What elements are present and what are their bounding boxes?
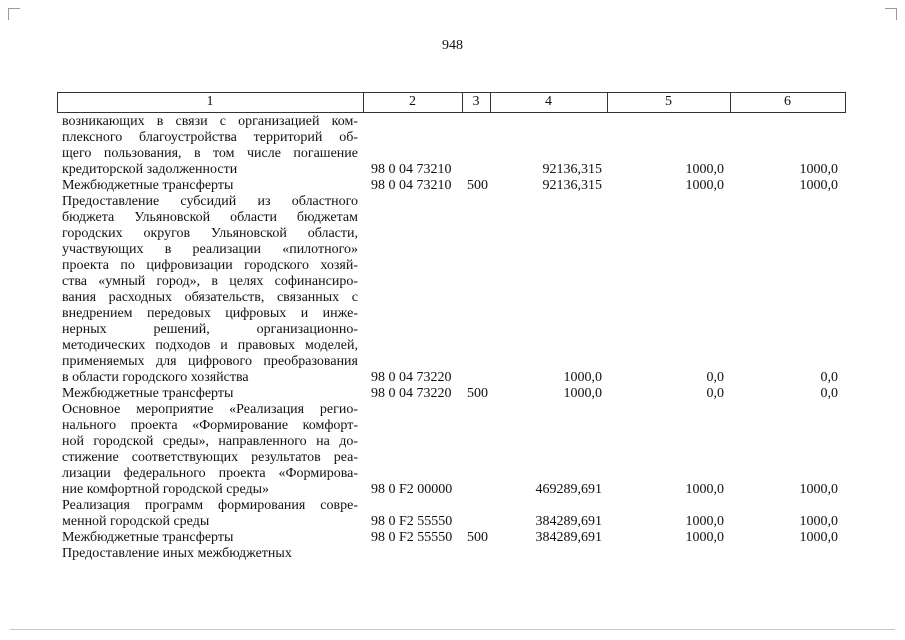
row-year-2: 0,0: [820, 370, 838, 385]
row-name-line: Предоставление субсидий из областного: [62, 194, 358, 209]
row-year-1: 1000,0: [685, 482, 724, 497]
row-year-2: 1000,0: [799, 178, 838, 193]
row-year-2: 1000,0: [799, 162, 838, 177]
row-code: 98 0 04 73210: [371, 162, 452, 177]
header-cell-5: 5: [665, 94, 672, 109]
row-name-line: Межбюджетные трансферты: [62, 178, 234, 193]
row-year-1: 1000,0: [685, 514, 724, 529]
row-name-line: щего пользования, в том числе погашение: [62, 146, 358, 161]
row-name-line: ной городской среды», направленного на до-: [62, 434, 358, 449]
row-name-line: Основное мероприятие «Реализация регио-: [62, 402, 358, 417]
table-row: [0, 530, 905, 546]
row-code: 98 0 F2 55550: [371, 514, 453, 529]
row-year-1: 0,0: [706, 386, 724, 401]
header-rule: [845, 92, 846, 113]
row-name-line: ние комфортной городской среды»: [62, 482, 270, 497]
row-code: 98 0 04 73220: [371, 370, 452, 385]
row-code: 98 0 04 73220: [371, 386, 452, 401]
row-sum: 469289,691: [535, 482, 602, 497]
row-name-line: ства «умный город», в целях софинансиро-: [62, 274, 358, 289]
row-year-1: 1000,0: [685, 530, 724, 545]
row-code: 98 0 F2 00000: [371, 482, 453, 497]
header-cell-1: 1: [206, 94, 214, 109]
row-sum: 384289,691: [535, 530, 602, 545]
row-name-line: Реализация программ формирования совре-: [62, 498, 358, 513]
row-sum: 92136,315: [542, 178, 602, 193]
table-row: [0, 114, 905, 178]
row-year-1: 1000,0: [685, 178, 724, 193]
row-name-line: нального проекта «Формирование комфорт-: [62, 418, 358, 433]
header-cell-6: 6: [784, 94, 791, 109]
row-name-line: применяемых для цифрового преобразования: [62, 354, 358, 369]
row-name-line: городских округов Ульяновской области,: [62, 226, 358, 241]
row-vr: 500: [467, 530, 488, 545]
row-year-1: 1000,0: [685, 162, 724, 177]
row-name-line: возникающих в связи с организацией ком-: [62, 114, 358, 129]
row-year-2: 1000,0: [799, 482, 838, 497]
row-name-line: плексного благоустройства территорий об-: [62, 130, 358, 145]
row-year-2: 1000,0: [799, 530, 838, 545]
scan-corner-mark: [8, 8, 20, 9]
row-vr: 500: [467, 178, 488, 193]
row-vr: 500: [467, 386, 488, 401]
row-name-line: внедрением передовых цифровых и инже-: [62, 306, 358, 321]
header-cell-2: 2: [409, 94, 416, 109]
row-sum: 1000,0: [563, 370, 602, 385]
scan-corner-mark: [896, 8, 897, 20]
row-name-line: Предоставление иных межбюджетных: [62, 546, 292, 561]
page-number: 948: [442, 38, 463, 53]
row-year-1: 0,0: [706, 370, 724, 385]
header-cell-3: 3: [472, 94, 480, 109]
row-name-line: кредиторской задолженности: [62, 162, 238, 177]
table-row: [0, 498, 905, 530]
scan-edge-line: [10, 629, 895, 630]
row-name-line: стижение соответствующих результатов реа-: [62, 450, 358, 465]
header-cell-4: 4: [545, 94, 552, 109]
row-name-line: Межбюджетные трансферты: [62, 530, 234, 545]
row-sum: 1000,0: [563, 386, 602, 401]
row-name-line: вания расходных обязательств, связанных с: [62, 290, 358, 305]
row-name-line: методических подходов и правовых моделей,: [62, 338, 358, 353]
row-name-line: проекта по цифровизации городского хозяй-: [62, 258, 358, 273]
row-code: 98 0 04 73210: [371, 178, 452, 193]
table-row: [0, 178, 905, 194]
row-year-2: 0,0: [820, 386, 838, 401]
row-year-2: 1000,0: [799, 514, 838, 529]
table-row: [0, 402, 905, 498]
row-name-line: бюджета Ульяновской области бюджетам: [62, 210, 358, 225]
scan-corner-mark: [8, 8, 9, 20]
row-name-line: Межбюджетные трансферты: [62, 386, 234, 401]
table-row: [0, 386, 905, 402]
table-row: [0, 194, 905, 386]
row-sum: 384289,691: [535, 514, 602, 529]
row-code: 98 0 F2 55550: [371, 530, 453, 545]
row-name-line: лизации федерального проекта «Формирова-: [62, 466, 358, 481]
row-name-line: нерных решений, организационно-: [62, 322, 358, 337]
row-name-line: менной городской среды: [62, 514, 210, 529]
row-sum: 92136,315: [542, 162, 602, 177]
table-row: [0, 546, 905, 562]
row-name-line: участвующих в реализации «пилотного»: [62, 242, 358, 257]
header-rule: [57, 112, 845, 113]
row-name-line: в области городского хозяйства: [62, 370, 249, 385]
